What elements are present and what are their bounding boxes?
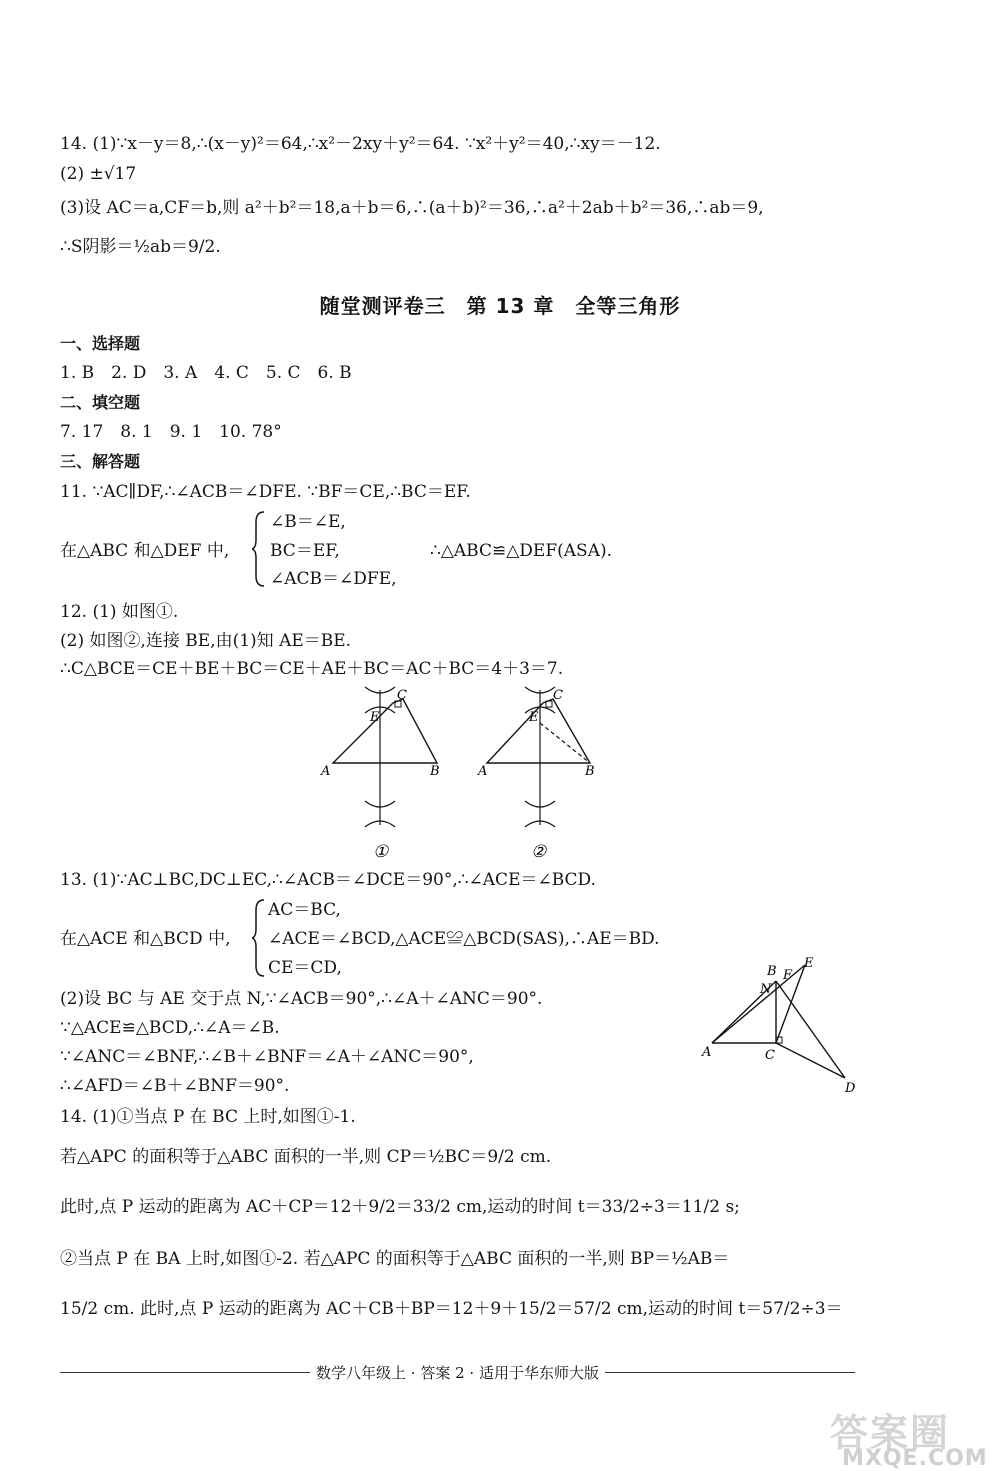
q13-cond-3: CE＝CD, xyxy=(268,958,342,978)
fig1-label: ① xyxy=(373,842,389,860)
q11-conclusion: ∴△ABC≌△DEF(ASA). xyxy=(430,541,613,561)
q11-prefix: 在△ABC 和△DEF 中, xyxy=(60,541,230,561)
watermark-url: MXQE.COM xyxy=(842,1446,988,1471)
fig3-point-d: D xyxy=(845,1081,856,1096)
q11-line: 11. ∵AC∥DF,∴∠ACB＝∠DFE. ∵BF＝CE,∴BC＝EF. xyxy=(60,482,471,502)
q13-line-4: ∵∠ANC＝∠BNF,∴∠B＋∠BNF＝∠A＋∠ANC＝90°, xyxy=(60,1047,474,1067)
fig2-point-e: E xyxy=(529,710,539,725)
q12-line-2: (2) 如图②,连接 BE,由(1)知 AE＝BE. xyxy=(60,631,352,651)
figure-1 xyxy=(315,685,455,860)
q14-line-3: 此时,点 P 运动的距离为 AC＋CP＝12＋9/2＝33/2 cm,运动的时间 t＝33/2÷3＝11/2 s; xyxy=(60,1197,740,1217)
q14-line-5: 15/2 cm. 此时,点 P 运动的距离为 AC＋CB＋BP＝12＋9＋15/2＝57/2 cm,运动的时间 t＝57/2÷3＝ xyxy=(60,1299,843,1319)
fig3-point-e: E xyxy=(804,956,814,971)
watermark xyxy=(810,1400,1000,1470)
q12-line-1: 12. (1) 如图①. xyxy=(60,602,179,622)
figure-3 xyxy=(700,953,865,1098)
fig3-point-a: A xyxy=(702,1045,712,1060)
q14-line-1: 14. (1)①当点 P 在 BC 上时,如图①-1. xyxy=(60,1107,356,1127)
fig1-point-b: B xyxy=(430,764,440,779)
watermark-logo: 答案圈 xyxy=(830,1411,951,1455)
q13-line-2: (2)设 BC 与 AE 交于点 N,∵∠ACB＝90°,∴∠A＋∠ANC＝90°. xyxy=(60,989,543,1009)
q14-line-2: 若△APC 的面积等于△ABC 面积的一半,则 CP＝½BC＝9/2 cm. xyxy=(60,1147,552,1167)
fig3-point-b: B xyxy=(767,964,777,979)
line-14-3: (3)设 AC＝a,CF＝b,则 a²＋b²＝18,a＋b＝6,∴(a＋b)²＝36,∴a²＋2ab＋b²＝36,∴ab＝9, xyxy=(60,198,764,218)
q13-cond-1: AC＝BC, xyxy=(268,900,341,920)
q13-line-1: 13. (1)∵AC⊥BC,DC⊥EC,∴∠ACB＝∠DCE＝90°,∴∠ACE＝∠BCD. xyxy=(60,870,596,890)
line-14-1: 14. (1)∵x－y＝8,∴(x－y)²＝64,∴x²－2xy＋y²＝64. ∵x²＋y²＝40,∴xy＝－12. xyxy=(60,134,661,154)
fig3-point-c: C xyxy=(765,1048,775,1063)
section-title: 随堂测评卷三 第 13 章 全等三角形 xyxy=(319,294,681,318)
heading-fill: 二、填空题 xyxy=(60,393,141,412)
fig3-point-n: N xyxy=(760,982,772,997)
fig2-point-c: C xyxy=(553,688,563,703)
heading-solve: 三、解答题 xyxy=(60,452,141,471)
q13-brace xyxy=(252,898,266,978)
footer-text: 数学八年级上 · 答案 2 · 适用于华东师大版 xyxy=(310,1364,605,1382)
q13-line-5: ∴∠AFD＝∠B＋∠BNF＝90°. xyxy=(60,1076,290,1096)
fig3-point-f: F xyxy=(783,968,793,983)
fig2-point-b: B xyxy=(585,764,595,779)
answers-choice: 1. B 2. D 3. A 4. C 5. C 6. B xyxy=(60,363,352,383)
fig2-point-a: A xyxy=(478,764,488,779)
line-14-2: (2) ±√17 xyxy=(60,164,137,184)
q14-line-4: ②当点 P 在 BA 上时,如图①-2. 若△APC 的面积等于△ABC 面积的一半,则 BP＝½AB＝ xyxy=(60,1249,730,1269)
fig1-point-e: E xyxy=(370,710,380,725)
line-14-4: ∴S阴影＝½ab＝9/2. xyxy=(60,237,221,257)
figure-2 xyxy=(475,685,615,860)
q11-cond-2: BC＝EF, xyxy=(270,541,340,561)
q11-cond-3: ∠ACB＝∠DFE, xyxy=(270,569,397,589)
q13-prefix: 在△ACE 和△BCD 中, xyxy=(60,929,231,949)
q12-line-3: ∴C△BCE＝CE＋BE＋BC＝CE＋AE＋BC＝AC＋BC＝4＋3＝7. xyxy=(60,659,564,679)
answers-fill: 7. 17 8. 1 9. 1 10. 78° xyxy=(60,422,282,442)
fig1-point-a: A xyxy=(321,764,331,779)
heading-choice: 一、选择题 xyxy=(60,334,141,353)
q11-cond-1: ∠B＝∠E, xyxy=(270,512,346,532)
q13-line-3: ∵△ACE≌△BCD,∴∠A＝∠B. xyxy=(60,1018,280,1038)
fig2-label: ② xyxy=(531,842,547,860)
fig1-point-c: C xyxy=(397,688,407,703)
q11-brace xyxy=(252,510,266,588)
page-footer xyxy=(60,1362,855,1382)
q13-cond-2: ∠ACE＝∠BCD,△ACE≌△BCD(SAS),∴AE＝BD. xyxy=(268,929,660,949)
